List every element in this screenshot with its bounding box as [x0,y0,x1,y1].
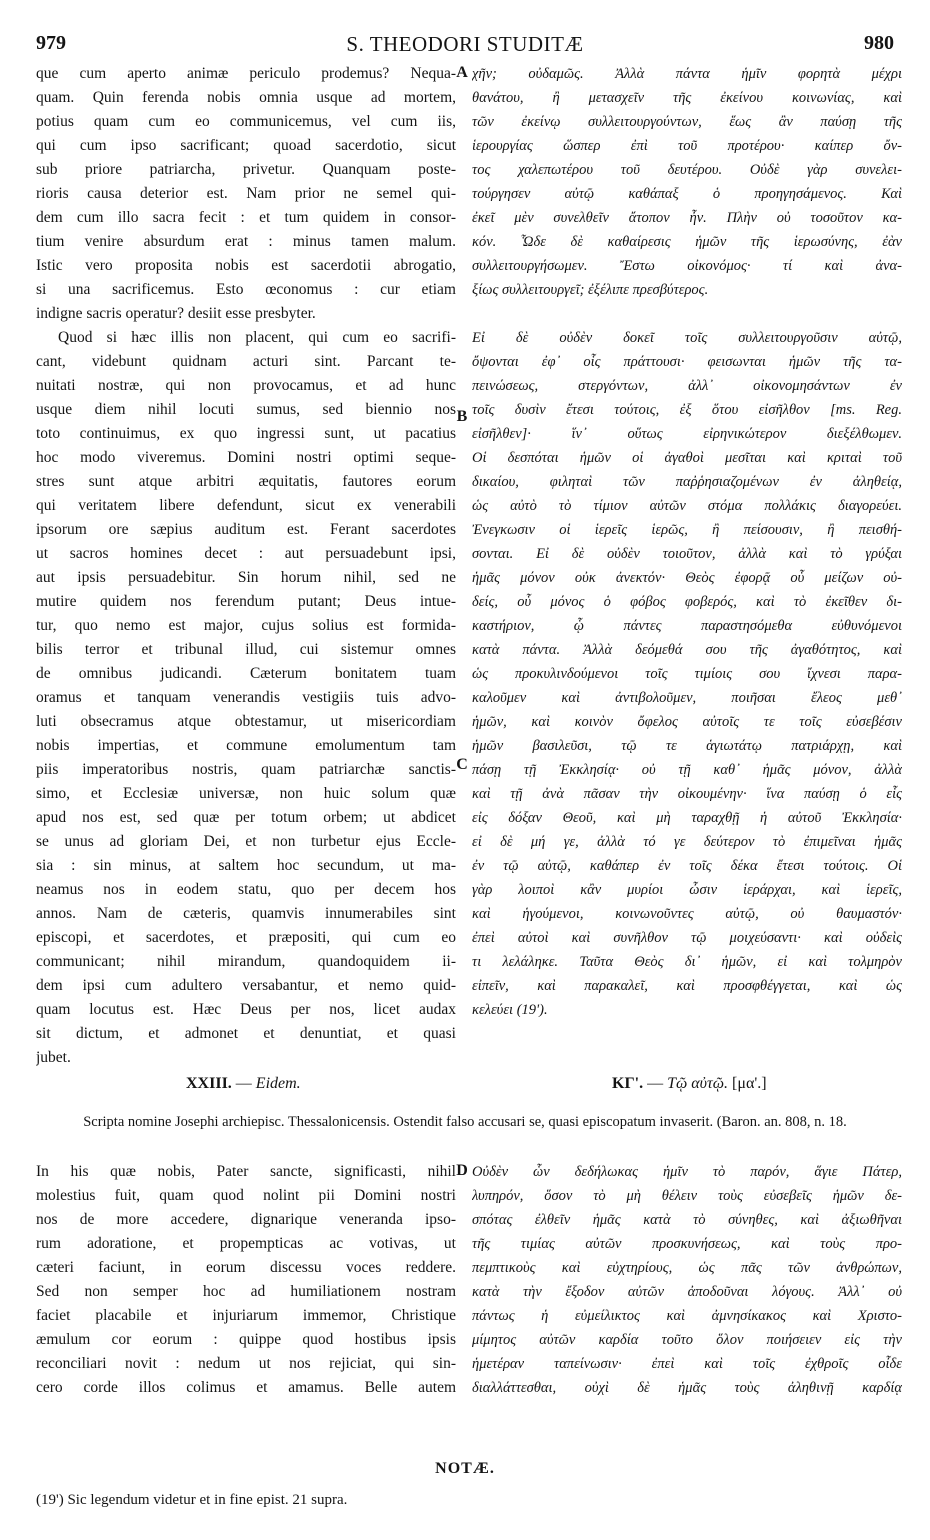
text-line: jubet. [36,1049,71,1066]
latin-letter-number: XXIII. [186,1075,232,1092]
margin-mark-c: C [456,756,468,773]
text-line: se unus ad gloriam Dei, et non turbetur ejus Eccle- [36,833,456,850]
text-line: dem ipsi cum adultero versabantur, et nemo quid- [36,977,456,994]
text-line: λυπηρόν, ὅσον τὸ μὴ θέλειν τοὺς εὐσεβεῖς ἡμῶν δε- [472,1188,902,1204]
text-line: qui cum ipso sacrificant; quoad sacerdotio, sicut [36,137,456,154]
text-line: faciet placabile et injuriarum immemor, Christique [36,1307,456,1324]
text-line: ipsorum ore sæpius auditum est. Ferant sacerdotes [36,521,456,538]
text-line: σονται. Εἰ δὲ οὐδὲν τοιοῦτον, ἀλλὰ καὶ τὸ γρύξαι [472,546,902,562]
margin-mark-a: A [456,64,468,81]
text-line: καστήριον, ᾧ πάντες παραστησόμεθα εὐθυνόμενοι [472,618,902,634]
text-line: cant, videbunt quidnam acturi sint. Parcant te- [36,353,456,370]
text-line: cero corde illos colimus et amamus. Belle autem [36,1379,456,1396]
text-line: bilis terror et tribunal illud, cui sistemur omnes [36,641,456,658]
text-line: θανάτου, ἢ μετασχεῖν τῆς ἐκείνου κοινωνίας, καὶ [472,90,902,106]
margin-mark-d: D [456,1162,468,1179]
text-line: Ἐνεγκωσιν οἱ ἱερεῖς ἱερῶς, ἢ πείσουσιν, ἢ πεισθή- [472,522,902,538]
text-line: Οἱ δεσπόται ἡμῶν οἱ ἀγαθοὶ μεσῖται καὶ κριταὶ τοῦ [472,450,902,466]
text-line: κατὰ τὴν ἔξοδον αὐτῶν ἀποδοῦναι λόγους. Ἀλλ᾽ οὐ [472,1284,902,1300]
text-line: εἰπεῖν, καὶ παρακαλεῖ, καὶ προσφθέγγεται, καὶ ὡς [472,978,902,994]
text-line: εἰσῆλθεν]· ἵν᾽ οὕτως εἰρηνικώτερον διεξέλθωμεν. [472,426,902,442]
running-title: S. THEODORI STUDITÆ [346,32,584,56]
latin-column-section-1 [36,62,456,1070]
letter-summary: Scripta nomine Josephi archiepisc. Thessalonicensis. Ostendit falso accusari se, quasi episcopatum invaserit. (Baron. an. 808, n. 18. [83,1114,847,1130]
latin-heading-dash: — [235,1075,252,1092]
text-line: Εἰ δὲ οὐδὲν δοκεῖ τοῖς συλλειτουργοῦσιν αὐτῷ, [472,330,902,346]
text-line: σπότας ἐλθεῖν ἡμᾶς κατὰ τὸ σύνηθες, καὶ ἀξιωθῆναι [472,1212,902,1228]
text-line: δικαίου, φιληταὶ τῶν παῤῥησιαζομένων ἐν ἀληθείᾳ, [472,474,902,490]
text-line: γὰρ λοιποὶ κἂν μυρίοι ὦσιν ἱεράρχαι, καὶ ἱερεῖς, [472,882,902,898]
text-line: εἰς δόξαν Θεοῦ, καὶ μὴ ταραχθῇ ἡ αὐτοῦ Ἐκκλησία· [472,810,902,826]
text-line: ὄψονται ἐφ᾽ οἷς πράττουσι· φεισωνται ἡμῶν τῆς τα- [472,354,902,370]
text-line: stres sunt atque arbitri æquitatis, fautores eorum [36,473,456,490]
text-line: Οὐδὲν ὧν δεδήλωκας ἡμῖν τὸ παρόν, ἅγιε Πάτερ, [472,1164,902,1180]
text-line: Istic vero proposita nobis est sacerdotii abrogatio, [36,257,456,274]
text-line: sit dictum, et admonet et denuntiat, et quasi [36,1025,456,1042]
text-line: tur, quo nemo est major, cujus solius est formida- [36,617,456,634]
text-line: ἡμᾶς μόνον οὐκ ἀνεκτόν· Θεὸς ἐφορᾷ οὗ μείζων οὐ- [472,570,902,586]
text-line: tium venire absurdum erat : minus tamen malum. [36,233,456,250]
text-line: rum adoratione, et propempticas ac votivas, ut [36,1235,456,1252]
text-line: quam. Quin ferenda nobis omnia usque ad mortem, [36,89,456,106]
text-line: τος χαλεπωτέρου τοῦ δευτέρου. Οὐδὲ γὰρ συνελει- [472,162,902,178]
text-line: sub priore patriarcha, privetur. Quanquam poste- [36,161,456,178]
text-line: aut ipsis persuadebitur. Sin horum nihil, sed ne [36,569,456,586]
text-line: si una sacrificemus. Esto œconomus : cur etiam [36,281,456,298]
text-line: τῶν ἐκείνῳ συλλειτουργούντων, ἕως ἂν παύσῃ τῆς [472,114,902,130]
text-line: nos de more accedere, dignarique veneranda ipso- [36,1211,456,1228]
text-line: oramus et tanquam venerandis vestigiis tuis advo- [36,689,456,706]
right-page-number: 980 [864,32,894,54]
text-line: κόν. Ὧδε δὲ καθαίρεσις ἡμῶν τῆς ἱερωσύνης, ἐὰν [472,234,902,250]
text-line: indigne sacris operatur? desiit esse presbyter. [36,305,316,322]
text-line: Quod si hæc illis non placent, qui cum eo sacrifi- [58,329,456,346]
text-line: ἡμετέραν ταπείνωσιν· ἐπεὶ καὶ τοῖς ἐχθροῖς οἶδε [472,1356,902,1372]
text-line: piis imperatoribus nostris, quam patriarchæ sanctis- [36,761,456,778]
text-line: ξίως συλλειτουργεῖ; ἐξέλιπε πρεσβύτερος. [472,282,709,298]
text-line: reconciliari novit : nedum ut nos rejiciat, qui sin- [36,1355,456,1372]
text-line: καὶ ἡγούμενοι, κοινωνοῦντες αὐτῷ, οὐ θαυμαστόν· [472,906,902,922]
text-line: ἡμῶν, καὶ κοινὸν ὄφελος αὐτοῖς τε τοῖς εὐσεβέσιν [472,714,902,730]
text-line: mutire quidem nos ferendum putant; Deus intue- [36,593,456,610]
text-line: τῆς τιμίας αὐτῶν προσκυνήσεως, καὶ τοὺς προ- [472,1236,902,1252]
latin-letter-heading [186,1072,301,1096]
text-line: κατὰ πάντα. Ἀλλὰ δεόμεθά σου τῆς ἀγαθότητος, καὶ [472,642,902,658]
text-line: episcopi, et sacerdotes, et præpositi, qui cum eo [36,929,456,946]
text-line: quam locutus est. Hæc Deus per nos, licet audax [36,1001,456,1018]
notes-heading: NOTÆ. [435,1460,495,1477]
text-line: μίμητος αὐτῶν καρδία τοῦτο ὅλον ποιήσειεν εἰς τὴν [472,1332,902,1348]
text-line: molestius fuit, quam quod nolint pii Domini nostri [36,1187,456,1204]
text-line: χῆν; οὐδαμῶς. Ἀλλὰ πάντα ἡμῖν φορητὰ μέχρι [472,66,902,82]
text-line: ἐπεὶ αὐτοὶ καὶ συνῆλθον τῷ μοιχεύσαντι· καὶ οὐδεὶς [472,930,902,946]
text-line: ὡς προκυλινδούμενοι τοῖς τιμίοις σου ἴχνεσι παρα- [472,666,902,682]
text-line: εἰ δὲ μή γε, ἀλλὰ τό γε δεύτερον τὸ ἐπιμεῖναι ἡμᾶς [472,834,902,850]
text-line: καὶ τῇ ἀνὰ πᾶσαν τὴν οἰκουμένην· ἵνα παύσῃ ὁ εἷς [472,786,902,802]
text-line: τι λελάληκε. Ταῦτα Θεὸς δι᾽ ἡμῶν, εἰ καὶ τολμηρὸν [472,954,902,970]
greek-letter-heading [612,1072,767,1096]
text-line: rioris causa deterior est. Nam prior ne semel qui- [36,185,456,202]
text-line: συλλειτουργήσωμεν. Ἔστω οἰκονόμος· τί καὶ ἀνα- [472,258,902,274]
text-line: ut sacros homines decet : aut persuadebunt ipsi, [36,545,456,562]
text-line: sia : sin minus, at saltem hoc secundum, ut ma- [36,857,456,874]
text-line: de omnibus judicandi. Cæterum bonitatem tuam [36,665,456,682]
greek-letter-ref: [μα'.] [732,1075,767,1092]
text-line: τοῖς δυσὶν ἔτεσι τούτοις, ἐξ ὅτου εἰσῆλθον [ms. Reg. [472,402,902,418]
text-line: cæteri faciunt, in eorum discessu voces reddere. [36,1259,456,1276]
text-line: annos. Nam de cæteris, quamvis innumerabiles sint [36,905,456,922]
text-line: luti obsecramus atque obtestamur, ut misericordiam [36,713,456,730]
text-line: nobis impertias, et commune emolumentum tam [36,737,456,754]
text-line: In his quæ nobis, Pater sancte, significasti, nihil [36,1163,456,1180]
text-line: nuitati nostræ, qui non provocamus, et ad hunc [36,377,456,394]
text-line: Sed non semper hoc ad humiliationem nostram [36,1283,456,1300]
text-line: καλοῦμεν καὶ ἀντιβολοῦμεν, ποιῆσαι ἔλεος μεθ᾽ [472,690,902,706]
text-line: πάντως ἡ εὐμείλικτος καὶ ἀμνησίκακος καὶ Χριστο- [472,1308,902,1324]
text-line: hoc modo viveremus. Domini nostri optimi seque- [36,449,456,466]
text-line: ἐν τῷ αὐτῷ, καθάπερ ἐν τοῖς δέκα ἔτεσι τούτοις. Οἱ [472,858,902,874]
text-line: apud nos est, sed quæ per totum orbem; ut abdicet [36,809,456,826]
greek-column-section-1 [472,62,902,1022]
text-line: neamus nos in eodem statu, quo per decem hos [36,881,456,898]
text-line: usque diem nihil locuti sumus, sed biennio nos [36,401,456,418]
footnote: (19') Sic legendum videtur et in fine epist. 21 supra. [36,1492,348,1508]
text-line: que cum aperto animæ periculo prodemus? Nequa- [36,65,456,82]
page-header [36,30,894,60]
text-line: dem cum illo sacra fecit : et tum quidem in consor- [36,209,456,226]
greek-column-section-2 [472,1160,902,1400]
text-line: πεμπτικοὺς καὶ εὐχτηρίους, ὡς πᾶς τῶν ἀνθρώπων, [472,1260,902,1276]
text-line: ὡς αὐτὸ τὸ τίμιον αὐτῶν στόμα πολλάκις διαγορεύει. [472,498,902,514]
text-line: τούργησεν αὐτῷ καθάπαξ ὁ προηγησάμενος. Καὶ [472,186,902,202]
text-line: δείς, οὗ μόνος ὁ φόβος φοβερός, καὶ τὸ ἐκεῖθεν δι- [472,594,902,610]
latin-letter-recipient: Eidem. [255,1075,301,1092]
left-page-number: 979 [36,32,66,54]
greek-letter-recipient: Τῷ αὐτῷ. [667,1075,729,1092]
text-line: πεινώσεως, στεργόντων, ἀλλ᾽ οἰκονομησάντων ἐν [472,378,902,394]
margin-mark-b: B [456,408,468,425]
text-line: διαλλάττεσθαι, οὐχὶ δὲ ἡμᾶς τοὺς ἀληθινῇ καρδίᾳ [472,1380,902,1396]
text-line: ἐκεῖ μὲν συνελθεῖν ἄτοπον ἦν. Πλὴν οὐ τοσοῦτον κα- [472,210,902,226]
text-line: κελεύει (19'). [472,1002,548,1018]
text-line: qui veritatem libere defendunt, sicut ex venerabili [36,497,456,514]
greek-letter-number: ΚΓ'. [612,1075,644,1092]
text-line: ἱερουργίας ὥσπερ ἐπὶ τοῦ προτέρου· καίπερ ὄν- [472,138,902,154]
text-line: potius quam cum eo communicemus, vel cum iis, [36,113,456,130]
text-line: ἡμῶν βασιλεῦσι, τῷ τε ἁγιωτάτῳ πατριάρχῃ, καὶ [472,738,902,754]
text-line: toto continuimus, ex quo ingressi sunt, ut pacatius [36,425,456,442]
text-line: simo, et Ecclesiæ universæ, non huic solum quæ [36,785,456,802]
greek-heading-dash: — [647,1075,664,1092]
latin-column-section-2 [36,1160,456,1400]
text-line: communicant; nihil mirandum, quandoquidem ii- [36,953,456,970]
text-line: πάσῃ τῇ Ἐκκλησίᾳ· οὐ τῇ καθ᾽ ἡμᾶς μόνον, ἀλλὰ [472,762,902,778]
text-line: æmulum cor eorum : quippe quod hostibus ipsis [36,1331,456,1348]
